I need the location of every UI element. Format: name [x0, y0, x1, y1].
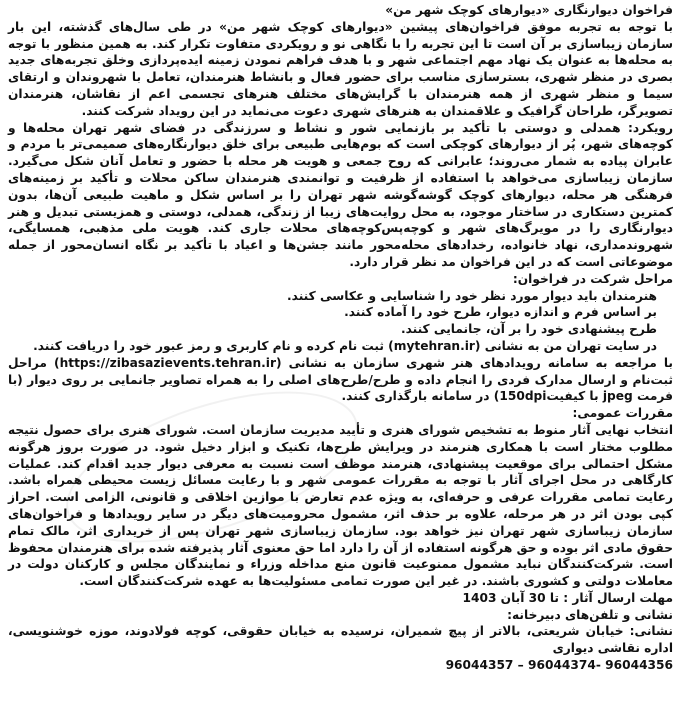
rules-paragraph: انتخاب نهایی آثار منوط به تشخیص شورای هنری و تأیید مدیریت سازمان است. شورای هنری برای حصول نتیجه مطلوب مختار است با همکاری هنرمند در ویرایش طرح‌ها، تکنیک و ابزار دخیل شود. در صورت بروز هرگونه مشکل احتمالی برای موقعیت پیشنهادی، هنرمند موظف است نسبت به معرفی دیوار جدید اقدام کند. عملیات کارگاهی در محل اجرای آثار با توجه به مقررات عمومی شهر و با رعایت مسائل زیست محیطی همراه باشد. رعایت تمامی مقررات عرفی و حرفه‌ای، به ویژه عدم تعارض با موازین اخلاقی و قانونی، الزامی است. احراز کپی بودن اثر در هر مرحله، علاوه بر حذف اثر، مشمول محرومیت‌های دیگر در سایر رویدادها و فراخوان‌های سازمان زیباسازی شهر تهران نیز خواهد بود. سازمان زیباسازی شهر تهران پس از خریداری اثر، مالک تمام حقوق مادی اثر بوده و حق هرگونه استفاده از آن را دارد اما حق معنوی آثار پذیرفته شده برای هنرمندان محفوظ است. شرکت‌کنندگان نباید مشمول ممنوعیت قانون منع مداخله وزراء و نمایندگان مجلس و کارکنان دولت در معاملات دولتی و کشوری باشند. در غیر این صورت تمامی مسئولیت‌ها به عهده شرکت‌کنندگان است.	[8, 422, 673, 589]
intro-paragraph: با توجه به تجربه موفق فراخوان‌های پیشین «دیوارهای کوچک شهر من» در طی سال‌های گذشته، این بار سازمان زیباسازی بر آن است تا این تجربه را با نگاهی نو و رویکردی متفاوت تکرار کند. به همین منظور با توجه به محله‌ها به عنوان یک نهاد مهم اجتماعی شهر و با هدف فراهم نمودن زمینه ایده‌پردازی وخلق تجربه‌های جدید بصری در منظر شهری، بسترسازی مناسب برای حضور فعال و بانشاط هنرمندان، تعامل با شهروندان و ارتقای سیما و منظر شهری از همه هنرمندان با گرایش‌های مختلف هنرهای تجسمی اعم از نقاشان، هنرمندان تصویرگر، طراحان گرافیک و علاقمندان به هنرهای شهری دعوت می‌نماید در این رویداد شرکت کنند.	[8, 19, 673, 118]
steps-heading: مراحل شرکت در فراخوان:	[512, 271, 673, 286]
step-item: در سایت تهران من به نشانی (mytehran.ir) ثبت نام کرده و نام کاربری و رمز عبور خود را دریافت کنند.	[33, 338, 657, 353]
rules-heading: مقررات عمومی:	[572, 406, 673, 421]
contact-heading: نشانی و تلفن‌های دبیرخانه:	[507, 607, 673, 622]
step-item: بر اساس فرم و اندازه دیوار، طرح خود را آماده کنند.	[344, 305, 657, 320]
submission-paragraph: با مراجعه به سامانه رویدادهای هنر شهری سازمان به نشانی (https://zibasazievents.tehran.ir) مراحل ثبت‌نام و ارسال مدارک فردی را انجام داده و طرح/طرح‌های اصلی را به همراه تصاویر جانمایی بر روی دیوار (با فرمت jpeg با کیفیت150dpi) در سامانه بارگذاری کنند.	[8, 355, 673, 404]
approach-paragraph: رویکرد: همدلی و دوستی با تأکید بر بازنمایی شور و نشاط و سرزندگی در فضای شهر تهران محله‌ها و کوچه‌های شهر، پُر از دیوارهای کوچکی است که بوم‌هایی طبیعی برای خلق دیوارنگاره‌های صمیمی‌تر با مردم و عابران پیاده به شمار می‌روند؛ عابرانی که روح جمعی و هویت هر محله با حضور و تعامل آنان شکل می‌گیرد. سازمان زیباسازی می‌خواهد با استفاده از ظرفیت و توانمندی هنرمندان ساکن محلات و تأکید بر زمینه‌های فرهنگی هر محله، دیوارهای کوچک گوشه‌گوشه شهر تهران را بر اساس شکل و ماهیت طبیعی آن‌ها، بدون کمترین دستکاری در ساختار موجود، به محل روایت‌های زیبا از زندگی، همدلی، دوستی و همزیستی تبدیل و هنر دیوارنگاری را در مویرگ‌های شهر و کوچه‌پس‌کوچه‌های محلات جاری کند. هویت ملی مذهبی، همسایگی، شهروندمداری، نهاد خانواده، رخدادهای محله‌محور مانند جشن‌ها و اعیاد با تأکید بر نگاه انسان‌محور از جمله موضوعاتی است که در این فراخوان مد نظر قرار دارد.	[8, 120, 673, 269]
step-item: طرح پیشنهادی خود را بر آن، جانمایی کنند.	[400, 322, 657, 337]
phone-numbers: 96044356 -96044374 – 96044357	[445, 658, 673, 673]
address: نشانی: خیابان شریعتی، بالاتر از پیچ شمیران، نرسیده به خیابان حقوقی، کوچه فولادوند، موزه خوشنویسی، اداره نقاشی دیواری	[8, 624, 673, 656]
notice-title: فراخوان دیوارنگاری «دیوارهای کوچک شهر من»	[385, 3, 673, 17]
deadline: مهلت ارسال آثار : تا 30 آبان 1403	[462, 590, 673, 605]
step-item: هنرمندان باید دیوار مورد نظر خود را شناسایی و عکاسی کنند.	[287, 288, 657, 303]
